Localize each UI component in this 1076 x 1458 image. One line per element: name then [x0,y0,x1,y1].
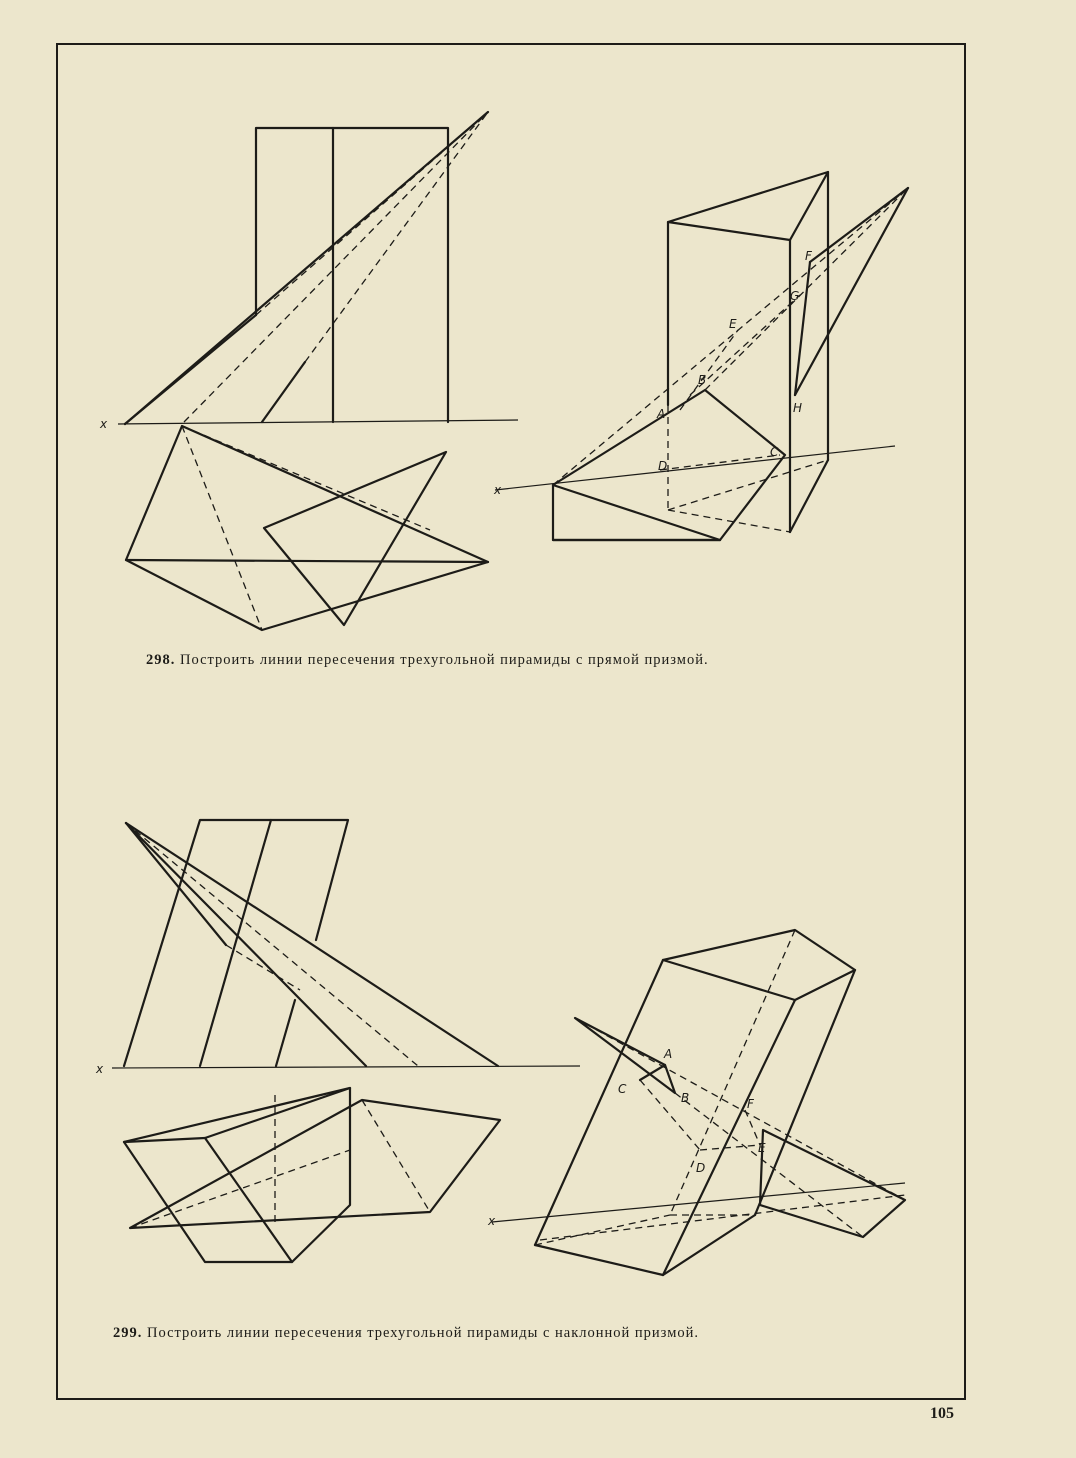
label-G: G [790,289,800,303]
label-H: H [793,401,803,415]
figure-298-caption-text: Построить линии пересечения трехугольной пирамиды с прямой призмой. [180,652,709,668]
fig298-iso-prism [668,172,828,532]
label-D: D [696,1161,706,1175]
figure-298-caption [146,652,709,669]
fig298-iso-pyramid [553,188,908,540]
label-F: F [805,249,812,263]
label-E: E [758,1141,766,1155]
fig299-iso-prism [535,930,855,1275]
figure-298-number: 298. [146,652,176,668]
label-B: B [681,1091,690,1105]
fig299-top-view [124,1088,500,1262]
label-C: C [618,1082,627,1096]
label-A: A [657,407,666,421]
figure-299-caption [113,1325,699,1342]
fig298-axis-label-left: x [100,417,108,431]
fig299-axis-left [112,1066,580,1068]
label-D: D [658,459,668,473]
label-C: C [770,445,779,459]
fig298-axis-label-right: x [494,483,502,497]
label-B: B [698,373,707,387]
fig299-axis-label-left: x [96,1062,104,1076]
fig298-top-view [126,426,488,630]
page-number: 105 [930,1405,954,1422]
label-F: F [747,1097,754,1111]
figure-299-caption-text: Построить линии пересечения трехугольной пирамиды с наклонной призмой. [147,1325,700,1341]
label-A: A [664,1047,673,1061]
fig298-front-pyramid [125,112,488,424]
fig298-axis-left [118,420,518,424]
label-E: E [729,317,737,331]
figure-299-number: 299. [113,1325,143,1341]
fig299-front-prism [124,820,348,1066]
fig299-axis-label-right: x [488,1214,496,1228]
fig299-front-pyramid [126,823,498,1066]
fig299-iso-pyramid [540,1018,905,1240]
